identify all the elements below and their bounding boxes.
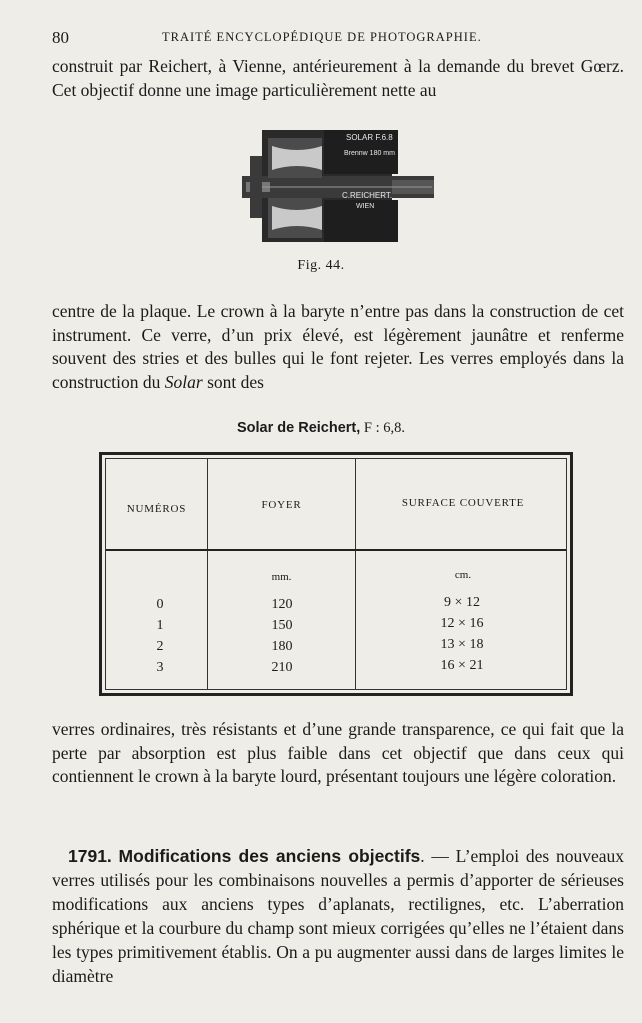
paragraph-2-italic: Solar — [164, 371, 203, 392]
cell-numero: 1 — [156, 618, 164, 633]
table-title-aperture: F : 6,8. — [363, 420, 405, 436]
cell-numero: 0 — [156, 597, 164, 612]
table-title-name: Solar de Reichert, — [236, 420, 361, 436]
paragraph-1: construit par Reichert, à Vienne, antérieurement à la demande du brevet Gœrz. Cet objectif donne une image particulièrement nette au — [52, 56, 624, 100]
section-number: 1791. — [68, 846, 112, 866]
cell-foyer: 150 — [271, 618, 293, 633]
cell-foyer: 210 — [271, 660, 293, 675]
lens-cross-section-illustration — [242, 126, 434, 250]
cell-surface: 16 × 21 — [440, 658, 484, 673]
header-foyer: FOYER — [261, 499, 302, 511]
cell-numero: 3 — [156, 660, 164, 675]
figure-lens-illustration — [242, 126, 434, 250]
data-table-inner — [105, 458, 567, 690]
header-divider — [106, 549, 566, 551]
running-title: TRAITÉ ENCYCLOPÉDIQUE DE PHOTOGRAPHIE. — [162, 30, 482, 44]
lens-engraving-2: Brennw 180 mm — [344, 150, 395, 157]
section-title: Modifications des anciens objectifs — [118, 846, 421, 866]
cell-surface: 9 × 12 — [444, 595, 480, 610]
lens-engraving-4: WIEN — [356, 203, 375, 210]
cell-numero: 2 — [156, 639, 164, 654]
paragraph-2-text-a: centre de la plaque. Le crown à la baryte n’entre pas dans la construction de cet instrument. Ce verre, d’un prix élevé, est légèrement jaunâtre et renferme souvent des stries et des bulles qui le font rejeter. Les verres employés dans la construction du — [52, 301, 624, 392]
header-numeros: NUMÉROS — [126, 503, 187, 515]
unit-surface: cm. — [454, 569, 472, 581]
figure-caption: Fig. 44. — [297, 258, 345, 273]
cell-foyer: 180 — [271, 639, 293, 654]
lens-engraving-1: SOLAR F.6.8 — [346, 133, 393, 142]
paragraph-3: verres ordinaires, très résistants et d’une grande transparence, ce qui fait que la perte par absorption est plus faible dans cet objectif que dans ceux qui contiennent le crown à la baryte lourd, présentant toujours une légère coloration. — [52, 719, 624, 786]
data-table — [99, 452, 573, 696]
page-header — [52, 28, 622, 50]
paragraph-2-text-b: sont des — [202, 371, 264, 392]
cell-foyer: 120 — [271, 597, 293, 612]
page-number: 80 — [52, 28, 69, 47]
section-1791 — [52, 844, 624, 988]
lens-engraving-3: C.REICHERT. — [342, 191, 393, 200]
section-text: . — L’emploi des nouveaux verres utilisés pour les combinaisons nouvelles a permis d’apporter de sérieuses modifications aux anciens types d’aplanats, rectilignes, etc. L’aberration sphérique et la courbure du champ sont mieux corrigées qu’elles ne l’étaient dans les types primitivement établis. On a pu augmenter aussi dans de larges limites le diamètre — [52, 846, 625, 986]
unit-foyer: mm. — [271, 571, 292, 583]
header-surface: SURFACE COUVERTE — [401, 497, 525, 509]
paragraph-2 — [52, 300, 624, 394]
cell-surface: 13 × 18 — [440, 637, 484, 652]
table-title — [0, 420, 642, 437]
cell-surface: 12 × 16 — [440, 616, 484, 631]
